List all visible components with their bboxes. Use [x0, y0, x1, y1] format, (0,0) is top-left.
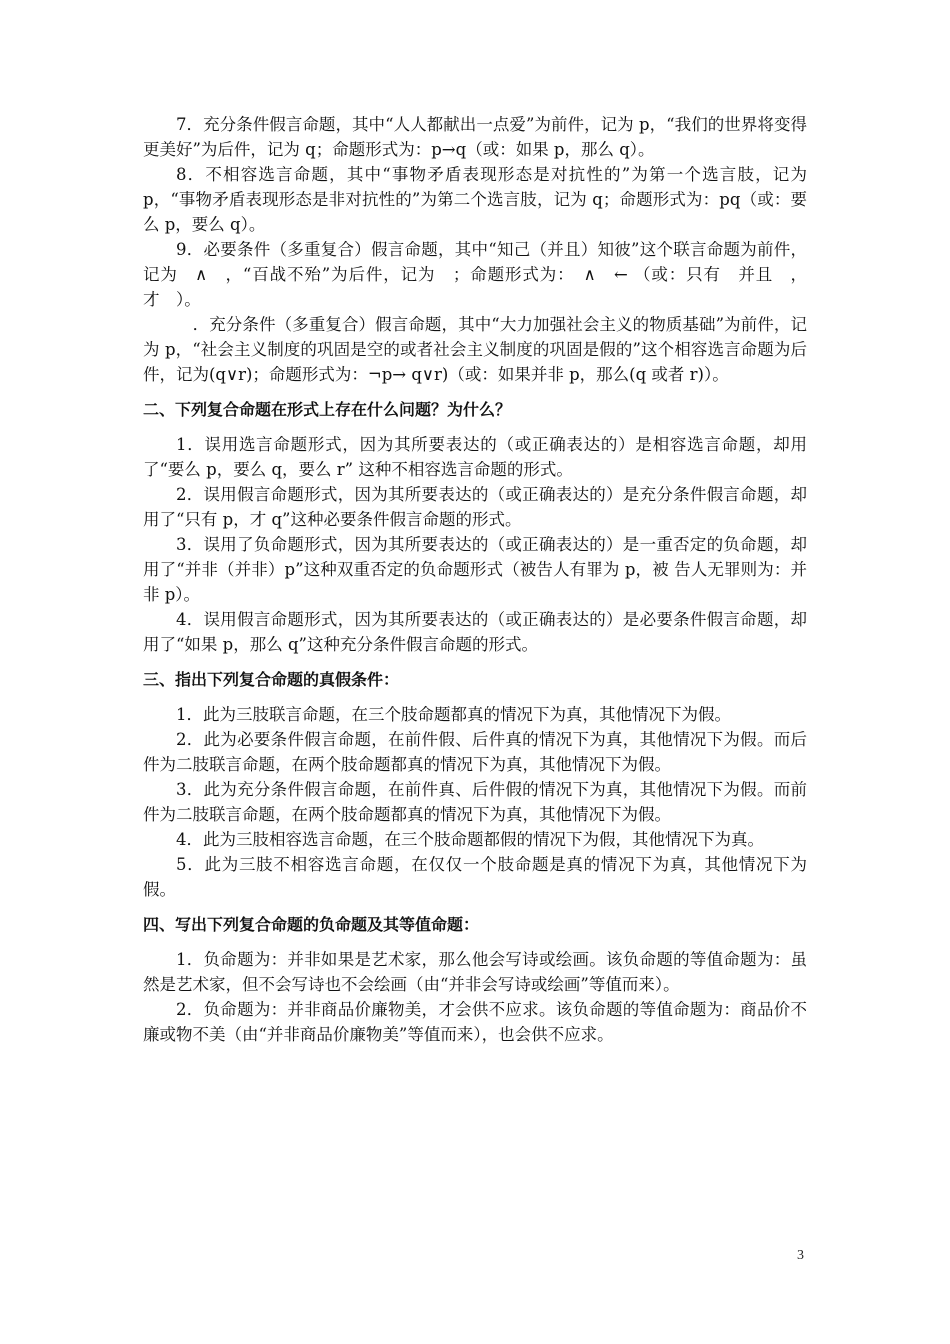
answer-item-7: 7．充分条件假言命题，其中“人人都献出一点爱”为前件，记为 p，“我们的世界将变得更美好”为后件，记为 q；命题形式为：p→q（或：如果 p，那么 q）。: [143, 115, 807, 159]
section-3-item-5: 5．此为三肢不相容选言命题，在仅仅一个肢命题是真的情况下为真，其他情况下为假。: [143, 855, 807, 899]
section-2-item-2: 2．误用假言命题形式，因为其所要表达的（或正确表达的）是充分条件假言命题，却用了“只有 p，才 q”这种必要条件假言命题的形式。: [143, 485, 807, 529]
section-4-item-1: 1．负命题为：并非如果是艺术家，那么他会写诗或绘画。该负命题的等值命题为：虽然是艺术家，但不会写诗也不会绘画（由“并非会写诗或绘画”等值而来）。: [143, 950, 807, 994]
section-3-item-1: 1．此为三肢联言命题，在三个肢命题都真的情况下为真，其他情况下为假。: [176, 705, 731, 724]
section-3-title: 三、指出下列复合命题的真假条件：: [143, 670, 400, 689]
answer-item-9: 9．必要条件（多重复合）假言命题，其中“知己（并且）知彼”这个联言命题为前件，记为 ∧ ，“百战不殆”为后件，记为 ；命题形式为： ∧ ← （或：只有 并且 ，才 ）。: [143, 240, 807, 309]
section-3-item-4: 4．此为三肢相容选言命题，在三个肢命题都假的情况下为假，其他情况下为真。: [176, 830, 764, 849]
section-4-title: 四、写出下列复合命题的负命题及其等值命题：: [143, 915, 480, 934]
section-2-item-4: 4．误用假言命题形式，因为其所要表达的（或正确表达的）是必要条件假言命题，却用了“如果 p，那么 q”这种充分条件假言命题的形式。: [143, 610, 807, 654]
section-4-item-2: 2．负命题为：并非商品价廉物美，才会供不应求。该负命题的等值命题为：商品价不廉或物不美（由“并非商品价廉物美”等值而来），也会供不应求。: [143, 1000, 807, 1044]
page-number: 3: [797, 1248, 804, 1263]
section-2-item-3: 3．误用了负命题形式，因为其所要表达的（或正确表达的）是一重否定的负命题，却用了“并非（并非）p”这种双重否定的负命题形式（被告人有罪为 p，被 告人无罪则为：并非 p）。: [143, 535, 807, 604]
answer-item-8: 8．不相容选言命题，其中“事物矛盾表现形态是对抗性的”为第一个选言肢，记为 p，“事物矛盾表现形态是非对抗性的”为第二个选言肢，记为 q；命题形式为：pq（或：要么 p，要么 q）。: [143, 165, 807, 234]
section-2-title: 二、下列复合命题在形式上存在什么问题？为什么？: [143, 400, 512, 419]
section-2-item-1: 1．误用选言命题形式，因为其所要表达的（或正确表达的）是相容选言命题，却用了“要么 p，要么 q，要么 r” 这种不相容选言命题的形式。: [143, 435, 807, 479]
document-body: [143, 112, 807, 1047]
section-3-item-3: 3．此为充分条件假言命题，在前件真、后件假的情况下为真，其他情况下为假。而前件为二肢联言命题，在两个肢命题都真的情况下为真，其他情况下为假。: [143, 780, 807, 824]
section-3-item-2: 2．此为必要条件假言命题，在前件假、后件真的情况下为真，其他情况下为假。而后件为二肢联言命题，在两个肢命题都真的情况下为真，其他情况下为假。: [143, 730, 807, 774]
answer-item-10: ．充分条件（多重复合）假言命题，其中“大力加强社会主义的物质基础”为前件，记为 p，“社会主义制度的巩固是空的或者社会主义制度的巩固是假的”这个相容选言命题为后件，记为(q∨r)；命题形式为：¬p→ q∨r)（或：如果并非 p，那么(q 或者 r)）。: [143, 315, 807, 384]
